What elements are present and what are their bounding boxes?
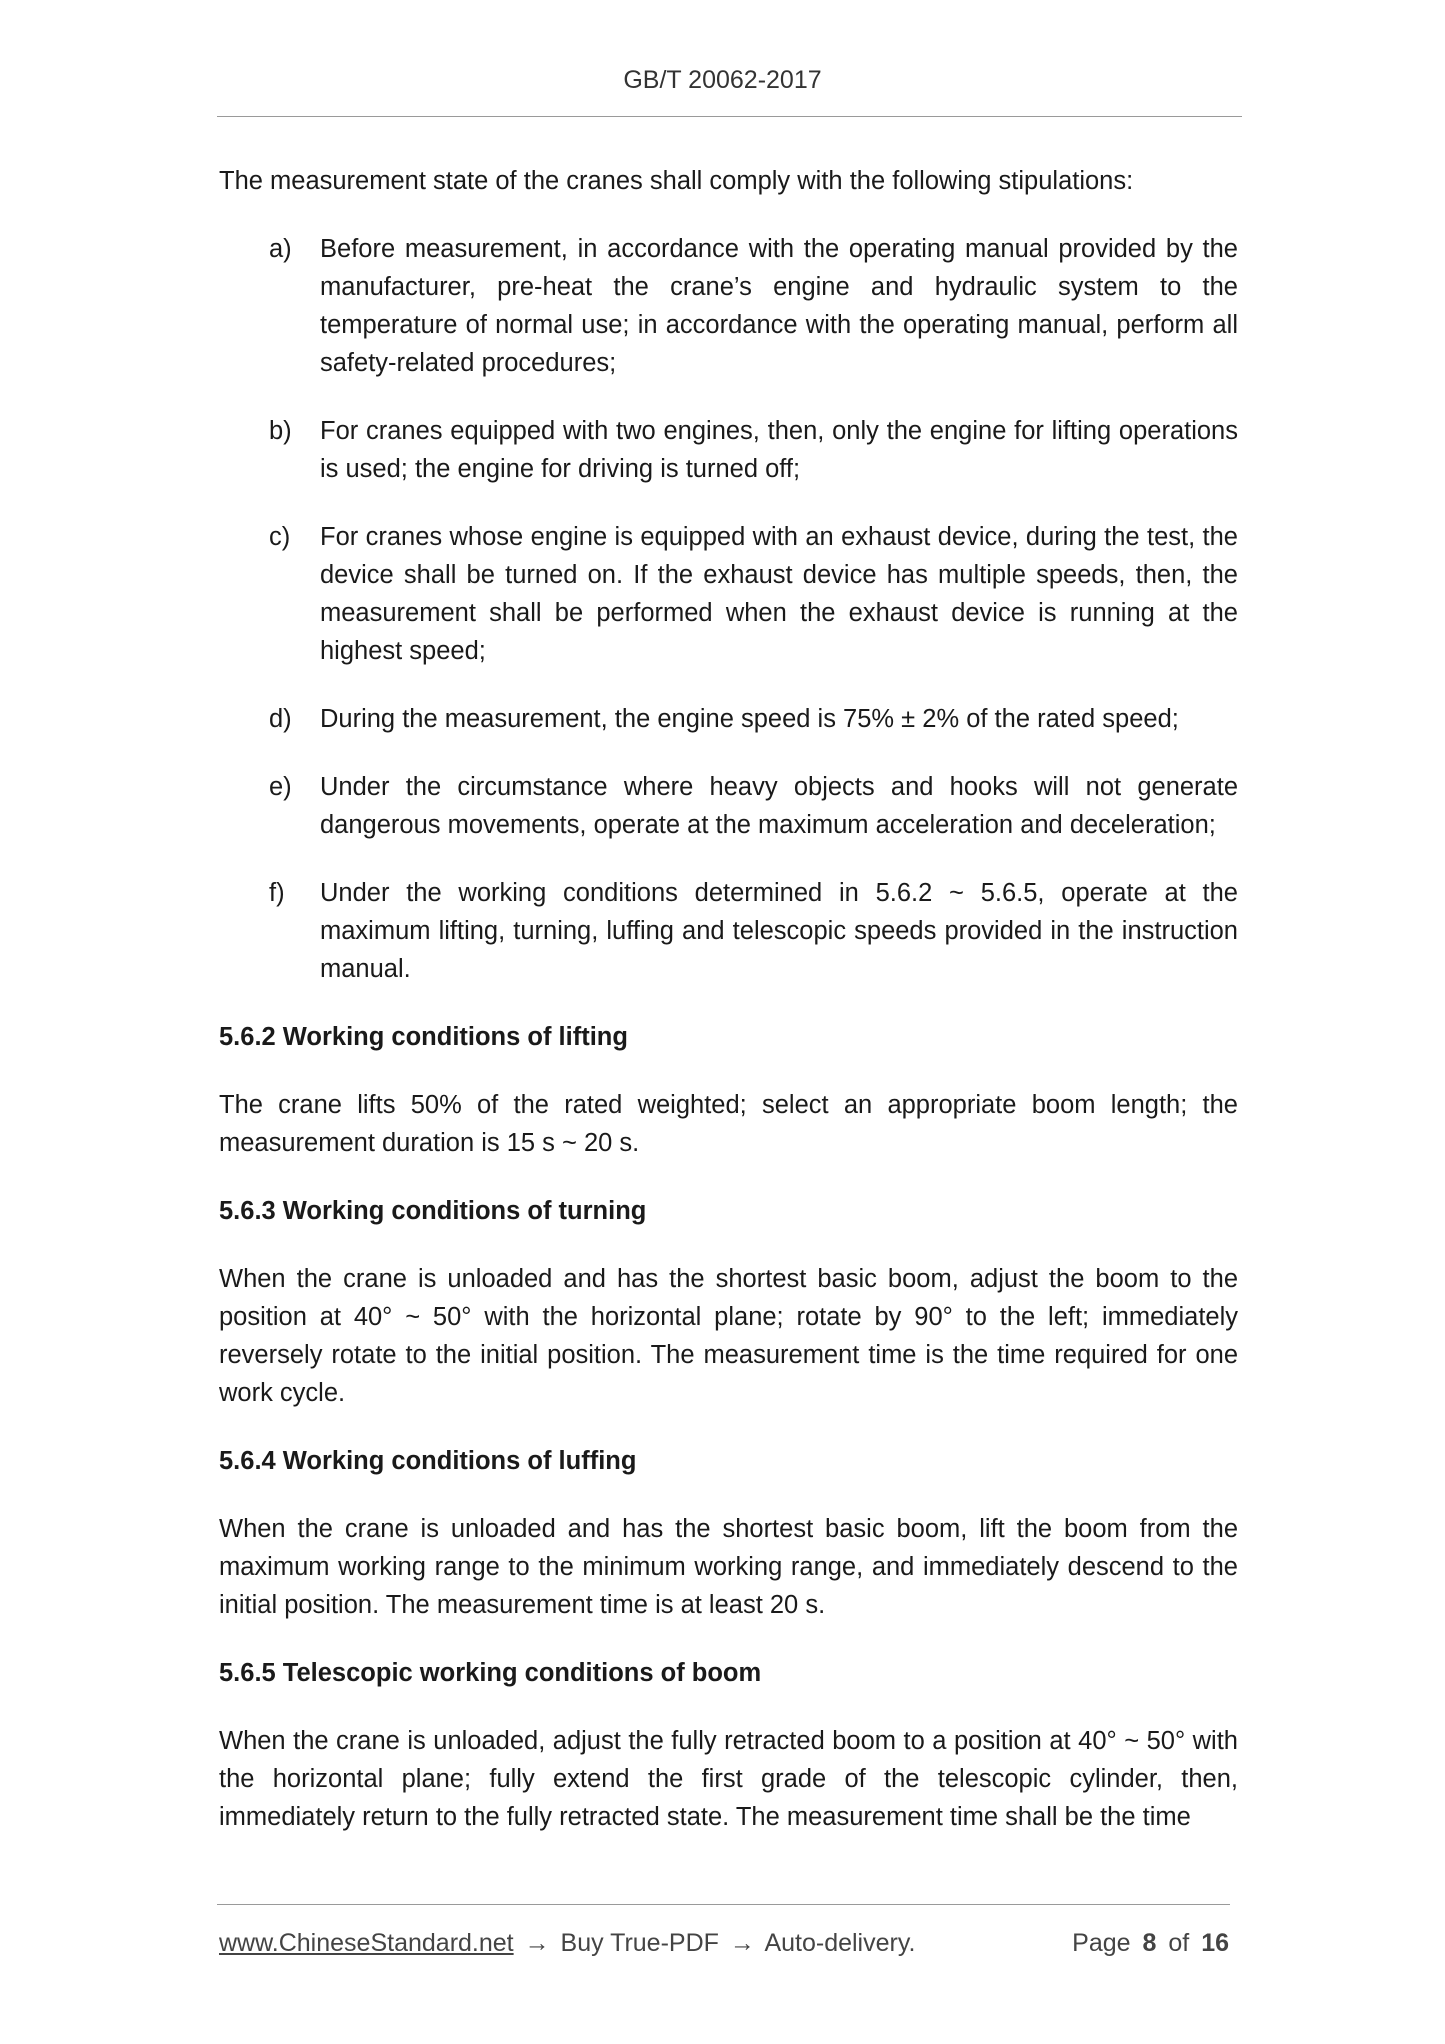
page-word: Page: [1072, 1929, 1131, 1957]
section-body-telescopic: When the crane is unloaded, adjust the fully retracted boom to a position at 40° ~ 50° with the horizontal plane; fully extend the first grade of the telescopic cylinder, then, immediately return to the fully retracted state. The measurement time shall be the time: [219, 1727, 1238, 1831]
footer-left: [219, 1929, 915, 1958]
of-word: of: [1168, 1929, 1190, 1957]
page-number: [1067, 1929, 1229, 1958]
list-item-label: b): [269, 417, 292, 445]
section-body-turning: When the crane is unloaded and has the shortest basic boom, adjust the boom to the position at 40° ~ 50° with the horizontal plane; rotate by 90° to the left; immediately reversely rotate to the initial position. The measurement time is the time required for one work cycle.: [219, 1265, 1238, 1407]
page-header-title: GB/T 20062-2017: [623, 66, 822, 94]
list-item: [219, 412, 1238, 488]
buy-pdf-text: Buy True-PDF: [560, 1929, 719, 1957]
section-heading-lifting: 5.6.2 Working conditions of lifting: [219, 1023, 628, 1051]
list-item: [219, 230, 1238, 382]
website-link[interactable]: www.ChineseStandard.net: [219, 1929, 514, 1957]
list-item: [219, 874, 1238, 988]
list-item: [219, 768, 1238, 844]
list-item-text: Under the working conditions determined in 5.6.2 ~ 5.6.5, operate at the maximum lifting, turning, luffing and telescopic speeds provided in the instruction manual.: [320, 879, 1238, 983]
intro-paragraph: The measurement state of the cranes shall comply with the following stipulations:: [219, 167, 1134, 195]
arrow-right-icon: →: [524, 1929, 550, 1957]
section-heading-luffing: 5.6.4 Working conditions of luffing: [219, 1447, 637, 1475]
list-item-label: f): [269, 879, 285, 907]
list-item-label: c): [269, 523, 291, 551]
footer-divider: [217, 1904, 1230, 1905]
header-divider: [217, 116, 1242, 117]
stipulation-list: [219, 230, 1238, 988]
total-pages: 16: [1201, 1929, 1229, 1957]
list-item-label: d): [269, 705, 292, 733]
arrow-right-icon: →: [729, 1929, 755, 1957]
section-body-lifting: The crane lifts 50% of the rated weighted; select an appropriate boom length; the measurement duration is 15 s ~ 20 s.: [219, 1091, 1238, 1157]
list-item-text: For cranes equipped with two engines, then, only the engine for lifting operations is used; the engine for driving is turned off;: [320, 417, 1238, 483]
list-item-text: Before measurement, in accordance with the operating manual provided by the manufacturer, pre-heat the crane’s engine and hydraulic system to the temperature of normal use; in accordance with the operating manual, perform all safety-related procedures;: [320, 235, 1238, 377]
section-body-luffing: When the crane is unloaded and has the shortest basic boom, lift the boom from the maximum working range to the minimum working range, and immediately descend to the initial position. The measurement time is at least 20 s.: [219, 1515, 1238, 1619]
document-body: [219, 162, 1238, 1866]
list-item-text: For cranes whose engine is equipped with an exhaust device, during the test, the device shall be turned on. If the exhaust device has multiple speeds, then, the measurement shall be performed when the exhaust device is running at the highest speed;: [320, 523, 1238, 665]
page-footer: [219, 1929, 1229, 1958]
list-item: [219, 700, 1238, 738]
list-item-label: a): [269, 235, 292, 263]
list-item: [219, 518, 1238, 670]
list-item-text: Under the circumstance where heavy objects and hooks will not generate dangerous movements, operate at the maximum acceleration and deceleration;: [320, 773, 1238, 839]
section-heading-telescopic: 5.6.5 Telescopic working conditions of boom: [219, 1659, 762, 1687]
section-heading-turning: 5.6.3 Working conditions of turning: [219, 1197, 647, 1225]
list-item-text: During the measurement, the engine speed is 75% ± 2% of the rated speed;: [320, 705, 1179, 733]
delivery-text: Auto-delivery.: [764, 1929, 916, 1957]
list-item-label: e): [269, 773, 292, 801]
current-page: 8: [1142, 1929, 1157, 1957]
